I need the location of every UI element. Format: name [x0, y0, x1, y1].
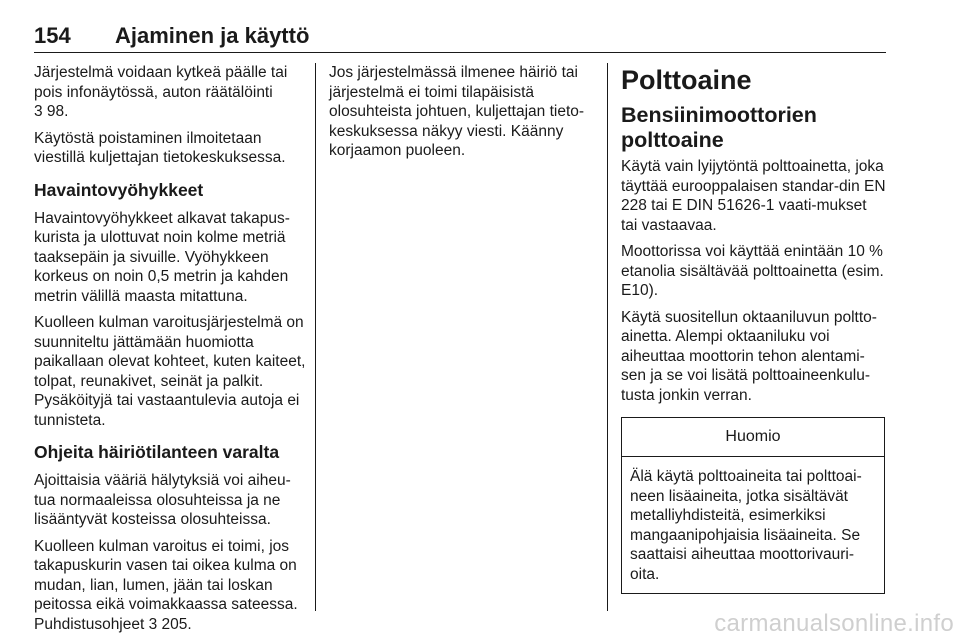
column-divider: [607, 63, 608, 611]
paragraph: Käytä vain lyijytöntä polttoainetta, joka täyttää eurooppalaisen standar-din EN 228 tai E DIN 51626-1 vaati-mukset tai vastaavaa.: [621, 158, 886, 234]
paragraph-text: Kuolleen kulman varoitus ei toimi, jos takapuskurin vasen tai oikea kulma on mudan, lian, lumen, jään tai loskan peitossa eikä voimakkaassa sateessa. Puhdistusohjeet: [34, 537, 298, 633]
paragraph: Käytä suositellun oktaaniluvun poltto-ainetta. Alempi oktaaniluku voi aiheuttaa moottorin tehon alentami-sen ja se voi lisätä polttoaineenkulu-tusta jonkin verran.: [621, 308, 877, 404]
page-header: [34, 24, 886, 53]
column-middle: [329, 63, 599, 168]
page-number: 154: [34, 23, 71, 48]
paragraph: Käytöstä poistaminen ilmoitetaan viestillä kuljettajan tietokeskuksessa.: [34, 129, 286, 166]
column-left: [34, 63, 306, 641]
paragraph-text: Järjestelmä voidaan kytkeä päälle tai pois infonäytössä, auton räätälöinti: [34, 64, 288, 101]
page-title: Ajaminen ja käyttö: [115, 23, 310, 48]
column-right: [621, 63, 887, 594]
page-reference-link[interactable]: 3 205.: [148, 615, 192, 633]
paragraph: Moottorissa voi käyttää enintään 10 % etanolia sisältävää polttoainetta (esim. E10).: [621, 243, 884, 299]
subsection-heading: Bensiinimoottorien polttoaine: [621, 103, 817, 152]
paragraph: [34, 537, 306, 635]
section-heading: Ohjeita häiriötilanteen varalta: [34, 442, 280, 462]
notice-box: [621, 417, 885, 594]
paragraph: [34, 63, 306, 122]
page-reference-link[interactable]: 3 98.: [34, 103, 69, 120]
chapter-heading: Polttoaine: [621, 65, 752, 95]
paragraph: Havaintovyöhykkeet alkavat takapus-kurista ja ulottuvat noin kolme metriä taaksepäin ja sivuille. Vyöhykkeen korkeus on noin 0,5 metrin ja kahden metrin välillä maasta mitattuna.: [34, 209, 290, 305]
notice-body: Älä käytä polttoaineita tai polttoai-neen lisäaineita, jotka sisältävät metalliyhdisteitä, esimerkiksi mangaanipohjaisia lisäaineita. Se saattaisi aiheuttaa moottorivauri-oita.: [630, 468, 862, 583]
column-divider: [315, 63, 316, 611]
notice-title: Huomio: [622, 418, 884, 457]
section-heading: Havaintovyöhykkeet: [34, 179, 204, 200]
paragraph: Kuolleen kulman varoitusjärjestelmä on suunniteltu jättämään huomiotta paikallaan olevat kohteet, kuten kaiteet, tolpat, reunakivet, seinät ja palkit. Pysäköityjä tai vastaantulevia autoja ei tunnisteta.: [34, 314, 306, 429]
watermark: carmanualsonline.info: [714, 610, 954, 637]
paragraph: Ajoittaisia vääriä hälytyksiä voi aiheu-tua normaaleissa olosuhteissa ja ne lisääntyvät kosteissa olosuhteissa.: [34, 472, 291, 528]
paragraph: Jos järjestelmässä ilmenee häiriö tai järjestelmä ei toimi tilapäisistä olosuhteista johtuen, kuljettajan tieto-keskuksessa näkyy viesti. Käänny korjaamon puoleen.: [329, 64, 585, 159]
